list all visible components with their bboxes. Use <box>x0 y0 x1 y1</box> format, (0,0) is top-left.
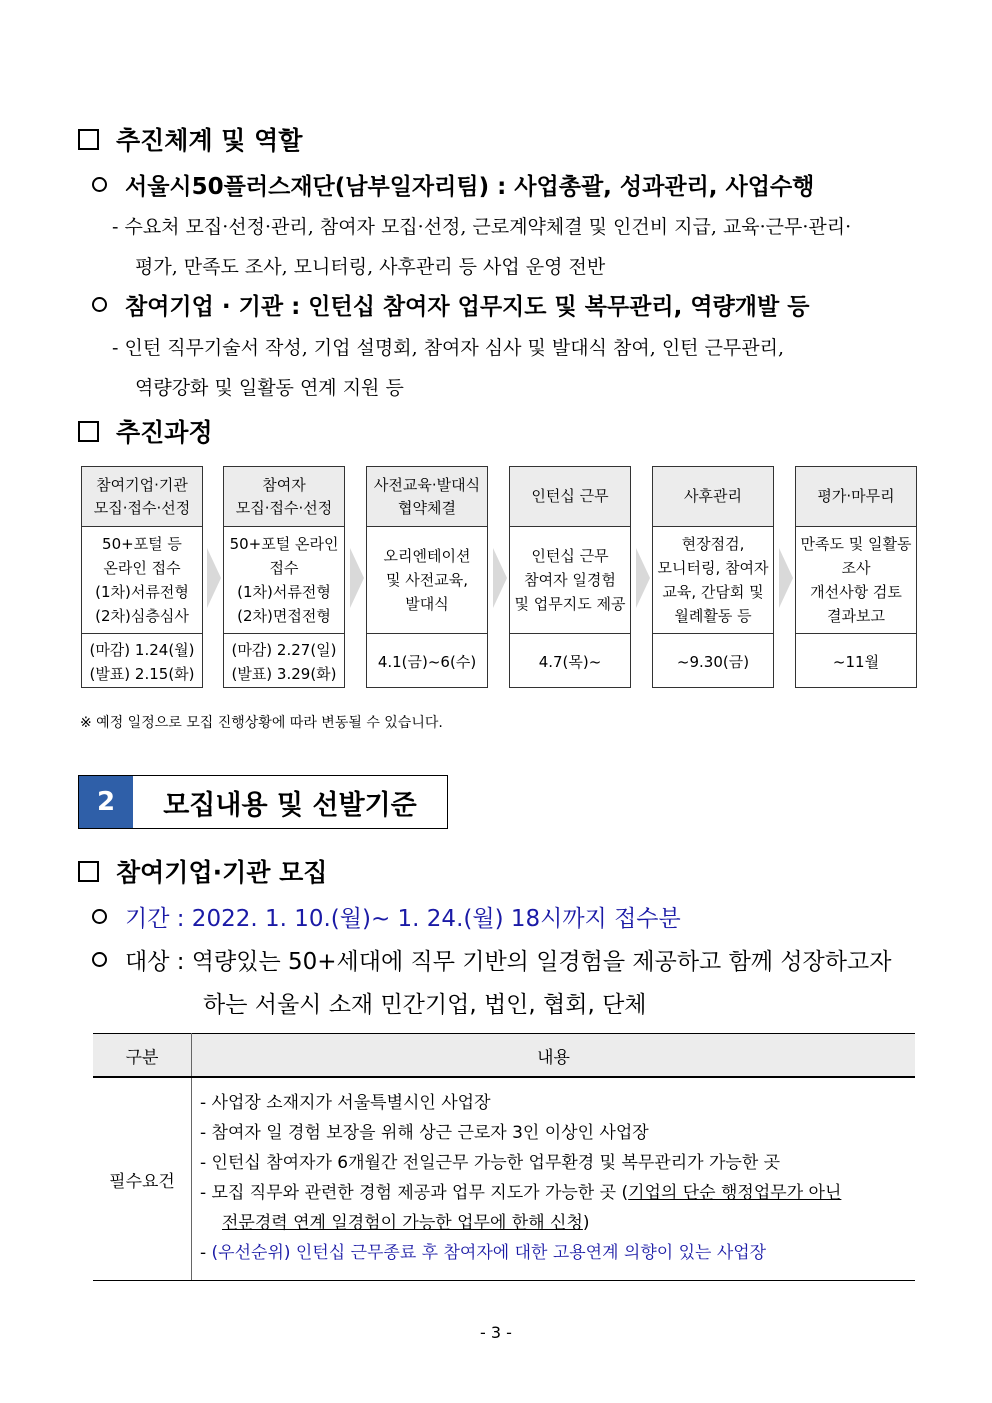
subsection-title: 참여기업·기관 모집 <box>116 858 328 887</box>
requirement-text: ) <box>582 1213 590 1233</box>
process-step <box>652 466 774 688</box>
role-head: 참여기업 · 기관 : 인턴십 참여자 업무지도 및 복무관리, 역량개발 등 <box>125 294 810 320</box>
step-date: (마감) 2.27(일) (발표) 3.29(화) <box>231 640 337 683</box>
process-step <box>223 466 345 688</box>
process-step <box>795 466 917 688</box>
numbered-section-banner <box>78 775 448 829</box>
circle-bullet-icon <box>92 952 107 967</box>
requirement-item: - 참여자 일 경험 보장을 위해 상근 근로자 3인 이상인 사업장 <box>200 1123 649 1143</box>
table-row <box>93 1077 915 1281</box>
step-title: 사후관리 <box>653 467 773 527</box>
role-item-company <box>92 288 809 321</box>
step-body: 만족도 및 일활동 조사 개선사항 검토 결과보고 <box>796 527 916 634</box>
checkbox-square-icon <box>78 861 99 882</box>
requirement-item <box>200 1238 915 1268</box>
process-step <box>81 466 203 688</box>
target-text: 대상 : 역량있는 50+세대에 직무 기반의 일경험을 제공하고 함께 성장하고자 <box>125 949 892 975</box>
role-detail: 역량강화 및 일활동 연계 지원 등 <box>135 377 404 399</box>
role-item-foundation <box>92 168 814 201</box>
step-title: 참여기업·기관 모집·접수·선정 <box>82 467 202 527</box>
step-body: 50+포털 등 온라인 접수 (1차)서류전형 (2차)심층심사 <box>82 527 202 634</box>
role-detail: 평가, 만족도 조사, 모니터링, 사후관리 등 사업 운영 전반 <box>135 256 606 278</box>
section-heading-structure <box>78 121 302 157</box>
section-number: 2 <box>79 776 133 828</box>
circle-bullet-icon <box>92 177 107 192</box>
step-date: 4.1(금)~6(수) <box>377 652 477 671</box>
requirement-item-cont <box>200 1208 915 1238</box>
step-body: 인턴십 근무 참여자 일경험 및 업무지도 제공 <box>510 527 630 634</box>
step-body: 50+포털 온라인 접수 (1차)서류전형 (2차)면접전형 <box>224 527 344 634</box>
requirement-underlined: 전문경력 연계 일경험이 가능한 업무에 한해 신청 <box>222 1213 583 1233</box>
requirement-priority: (우선순위) 인턴십 근무종료 후 참여자에 대한 고용연계 의향이 있는 사업장 <box>211 1243 767 1263</box>
step-date: ~11월 <box>832 652 880 671</box>
requirements-cell <box>192 1077 916 1281</box>
subsection-heading <box>78 853 327 889</box>
step-date: 4.7(목)~ <box>538 652 602 671</box>
checkbox-square-icon <box>78 129 99 150</box>
schedule-note: ※ 예정 일정으로 모집 진행상황에 따라 변동될 수 있습니다. <box>80 715 443 731</box>
step-date: (마감) 1.24(월) (발표) 2.15(화) <box>89 640 195 683</box>
step-title: 인턴십 근무 <box>510 467 630 527</box>
requirements-table <box>93 1033 915 1281</box>
section-title: 추진체계 및 역할 <box>116 126 303 155</box>
chevron-right-icon <box>636 548 650 608</box>
chevron-right-icon <box>350 548 364 608</box>
requirement-item <box>200 1178 915 1208</box>
step-body: 오리엔테이션 및 사전교육, 발대식 <box>367 527 487 634</box>
target-line <box>92 943 891 976</box>
checkbox-square-icon <box>78 421 99 442</box>
chevron-right-icon <box>779 548 793 608</box>
column-header: 구분 <box>93 1034 192 1078</box>
circle-bullet-icon <box>92 297 107 312</box>
role-head: 서울시50플러스재단(남부일자리팀) : 사업총괄, 성과관리, 사업수행 <box>125 174 815 200</box>
step-body: 현장점검, 모니터링, 참여자 교육, 간담회 및 월례활동 등 <box>653 527 773 634</box>
requirement-underlined: 기업의 단순 행정업무가 아닌 <box>628 1183 842 1203</box>
step-title: 참여자 모집·접수·선정 <box>224 467 344 527</box>
requirement-item: - 사업장 소재지가 서울특별시인 사업장 <box>200 1093 491 1113</box>
target-text-cont: 하는 서울시 소재 민간기업, 법인, 협회, 단체 <box>203 992 647 1018</box>
page-number: - 3 - <box>480 1323 512 1342</box>
circle-bullet-icon <box>92 909 107 924</box>
requirement-text: - <box>200 1243 212 1263</box>
step-title: 평가·마무리 <box>796 467 916 527</box>
process-step <box>509 466 631 688</box>
table-header-row <box>93 1034 915 1078</box>
step-title: 사전교육·발대식 협약체결 <box>367 467 487 527</box>
period-text: 기간 : 2022. 1. 10.(월)~ 1. 24.(월) 18시까지 접수분 <box>125 906 681 932</box>
requirement-text: - 모집 직무와 관련한 경험 제공과 업무 지도가 가능한 곳 ( <box>200 1183 629 1203</box>
chevron-right-icon <box>207 548 221 608</box>
chevron-right-icon <box>493 548 507 608</box>
role-detail: - 인턴 직무기술서 작성, 기업 설명회, 참여자 심사 및 발대식 참여, 인턴 근무관리, <box>112 337 785 359</box>
process-step <box>366 466 488 688</box>
section-title: 추진과정 <box>116 418 213 447</box>
role-detail: - 수요처 모집·선정·관리, 참여자 모집·선정, 근로계약체결 및 인건비 지급, 교육·근무·관리· <box>112 216 852 238</box>
column-header: 내용 <box>192 1034 916 1078</box>
section-title: 모집내용 및 선발기준 <box>163 789 417 821</box>
period-line <box>92 900 681 933</box>
row-label: 필수요건 <box>93 1077 192 1281</box>
requirement-item: - 인턴십 참여자가 6개월간 전일근무 가능한 업무환경 및 복무관리가 가능한 곳 <box>200 1153 781 1173</box>
step-date: ~9.30(금) <box>676 652 750 671</box>
section-heading-process <box>78 413 213 449</box>
